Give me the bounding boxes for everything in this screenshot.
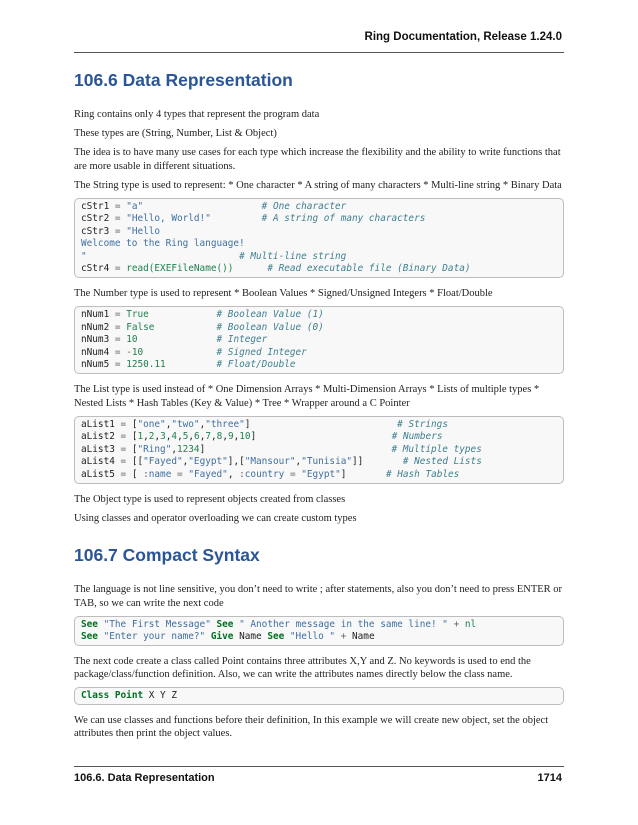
code-token: # Integer — [216, 334, 268, 346]
code-token: name — [148, 468, 172, 480]
code-token — [143, 201, 262, 212]
code-token: , — [233, 431, 240, 443]
code-token: # Hash Tables — [385, 468, 460, 480]
code-token: "Hello " — [289, 631, 336, 643]
footer-section-title: 106.6. Data Representation — [74, 772, 215, 784]
code-token: 8 — [216, 431, 223, 443]
code-token: nNum4 — [81, 346, 115, 358]
section-heading-data-representation: 106.6 Data Representation — [74, 70, 293, 90]
code-token: , — [211, 431, 217, 443]
code-token: , — [143, 431, 149, 443]
code-token — [211, 213, 262, 224]
paragraph: The idea is to have many use cases for each type which increase the flexibility and the ability to write functions that are more usable in different situations. — [74, 147, 561, 172]
code-token: "Fayed" — [188, 468, 228, 480]
code-token: # One character — [261, 200, 347, 212]
code-token: "The First Message" — [103, 618, 211, 630]
code-token: cStr1 — [81, 200, 115, 212]
code-token: ] — [244, 418, 398, 430]
code-token: = — [114, 334, 121, 346]
code-token: nNum1 — [81, 309, 115, 321]
page-number: 1714 — [537, 772, 562, 784]
code-block-compact — [74, 616, 564, 646]
code-token: + — [453, 618, 460, 630]
code-token: ] — [250, 431, 392, 443]
code-line — [81, 359, 557, 372]
section-heading-compact-syntax: 106.7 Compact Syntax — [74, 545, 260, 565]
code-token: "Mansour" — [244, 456, 296, 468]
code-token: # Signed Integer — [216, 346, 307, 358]
code-token: = — [114, 213, 121, 225]
code-token — [87, 251, 239, 262]
code-token — [233, 263, 267, 274]
code-token: = — [120, 443, 127, 455]
code-token: 1 — [137, 431, 144, 443]
code-token: aList4 — [81, 456, 121, 468]
code-token: "a" — [126, 200, 144, 212]
code-token: , — [227, 468, 240, 480]
code-line — [81, 251, 557, 264]
code-token: X Y Z — [143, 690, 177, 702]
code-token: 10 — [131, 346, 144, 358]
code-token: read(EXEFileName()) — [126, 263, 234, 275]
code-token: 5 — [182, 431, 189, 443]
code-token: 9 — [227, 431, 234, 443]
code-token: ] — [199, 443, 392, 455]
code-token: , — [222, 431, 228, 443]
code-token: = — [177, 468, 183, 480]
code-token: "Ring" — [137, 443, 172, 455]
code-token: : — [143, 468, 149, 480]
code-line — [81, 431, 557, 444]
code-token: "Tunisia" — [301, 456, 353, 468]
code-token: # Boolean Value (1) — [216, 309, 324, 321]
code-token: # Multi-line string — [239, 250, 347, 262]
code-token: nNum5 — [81, 359, 115, 371]
page-body — [74, 70, 564, 746]
code-token: nNum2 — [81, 321, 115, 333]
paragraph: The List type is used instead of * One Dimension Arrays * Multi-Dimension Arrays * Lists of multiple types * Nested Lists * Hash Tables (Key & Value) * Tree * Wrapper around a C Pointer — [74, 384, 540, 409]
code-token: 4 — [171, 431, 178, 443]
code-line — [81, 226, 557, 239]
code-token: , — [188, 431, 195, 443]
code-token: , — [199, 418, 206, 430]
paragraph: We can use classes and functions before their definition, In this example we will create new object, set the object attributes then print the object values. — [74, 714, 549, 740]
paragraph: The language is not line sensitive, you don’t need to write ; after statements, also you don’t need to press ENTER or TAB, so we can write the next code — [74, 584, 563, 609]
code-token: = — [114, 321, 121, 333]
code-token: 3 — [160, 431, 166, 443]
code-token: = — [114, 200, 121, 212]
code-token: "Egypt" — [301, 468, 341, 480]
code-token: See — [216, 618, 234, 630]
code-token: # Read executable file (Binary Data) — [267, 263, 471, 275]
code-token: aList5 — [81, 468, 121, 480]
code-token: "one" — [137, 418, 166, 430]
code-token: "three" — [205, 418, 245, 430]
code-token: , — [154, 431, 161, 443]
code-token: = — [289, 468, 296, 480]
code-line — [81, 347, 557, 360]
code-block-class — [74, 687, 564, 705]
paragraph: The next code create a class called Point contains three attributes X,Y and Z. No keywords is used to end the package/class/function definition. Also, we can write the attributes names directly below the class name. — [74, 655, 531, 681]
code-block-lists — [74, 416, 564, 484]
code-line — [81, 263, 557, 276]
code-line — [81, 444, 557, 457]
code-token: Welcome to the Ring language! — [81, 238, 245, 250]
code-token: = — [120, 468, 127, 480]
paragraph: The Object type is used to represent objects created from classes — [74, 493, 346, 505]
code-token — [143, 347, 216, 358]
code-token: # Strings — [397, 418, 448, 430]
code-token: "Egypt" — [188, 456, 228, 468]
code-token: 1250.11 — [126, 359, 166, 371]
code-token: = — [120, 431, 127, 443]
running-header: Ring Documentation, Release 1.24.0 — [364, 31, 562, 43]
code-token: Name — [346, 631, 375, 643]
code-token: , — [199, 431, 206, 443]
code-token: See — [81, 631, 98, 643]
code-token: = — [120, 456, 127, 468]
header-divider — [74, 52, 564, 53]
code-token: 10 — [126, 334, 138, 346]
code-token: nl — [464, 618, 477, 630]
code-token: , — [171, 443, 177, 455]
code-token: # Nested Lists — [402, 456, 482, 468]
code-token: 1234 — [177, 443, 200, 455]
code-token: See — [267, 631, 285, 643]
paragraph: The String type is used to represent: * One character * A string of many characters * Multi-line string * Binary Data — [74, 179, 562, 191]
code-line — [81, 238, 557, 251]
footer-divider — [74, 766, 564, 767]
code-token: 6 — [194, 431, 200, 443]
code-line — [81, 456, 557, 469]
code-token: , — [177, 431, 183, 443]
code-token — [166, 359, 217, 370]
paragraph: Ring contains only 4 types that represent the program data — [74, 109, 320, 120]
code-token: cStr4 — [81, 263, 115, 275]
code-token — [149, 309, 217, 320]
code-token: cStr2 — [81, 213, 115, 225]
paragraph: The Number type is used to represent * Boolean Values * Signed/Unsigned Integers * Float/Double — [74, 288, 493, 300]
code-token: 7 — [205, 431, 211, 443]
code-line — [81, 690, 557, 703]
code-token: Class — [81, 690, 110, 702]
code-line — [81, 419, 557, 432]
code-line — [81, 213, 557, 226]
code-token: [ — [126, 431, 138, 443]
code-token: 2 — [148, 431, 155, 443]
code-block-strings — [74, 198, 564, 279]
code-block-numbers — [74, 306, 564, 374]
code-token: : — [239, 468, 245, 480]
code-token: See — [81, 618, 98, 630]
code-token: , — [182, 456, 189, 468]
paragraph: These types are (String, Number, List & Object) — [74, 128, 277, 139]
code-token: country — [244, 468, 285, 480]
code-token: = — [114, 359, 121, 371]
code-token: Point — [114, 690, 144, 702]
code-token: = — [114, 346, 121, 358]
code-token: nNum3 — [81, 334, 115, 346]
code-token: # A string of many characters — [261, 213, 426, 225]
code-token: True — [126, 309, 149, 321]
code-token: [ — [126, 468, 144, 480]
code-token: Name — [233, 631, 268, 643]
code-token: "Fayed" — [143, 456, 183, 468]
code-token: = — [114, 225, 121, 237]
code-token: " Another message in the same line! " — [239, 618, 448, 630]
code-line — [81, 469, 557, 482]
code-token: Give — [210, 631, 234, 643]
code-token: , — [295, 456, 302, 468]
code-token: - — [126, 346, 132, 358]
code-token: , — [165, 418, 172, 430]
code-token: , — [165, 431, 172, 443]
code-token: = — [114, 263, 121, 275]
code-token: aList1 — [81, 418, 121, 430]
code-token: aList3 — [81, 443, 121, 455]
code-token: False — [126, 321, 155, 333]
code-token: # Float/Double — [216, 359, 296, 371]
code-token: # Multiple types — [391, 443, 482, 455]
code-token: 10 — [239, 431, 251, 443]
code-line — [81, 334, 557, 347]
code-line — [81, 309, 557, 322]
code-token: = — [120, 418, 127, 430]
code-token: # Boolean Value (0) — [216, 321, 324, 333]
code-line — [81, 322, 557, 335]
code-token: = — [114, 309, 121, 321]
code-token: " — [81, 250, 87, 262]
code-line — [81, 201, 557, 214]
code-token: [ — [126, 418, 138, 430]
code-token: + — [340, 631, 347, 643]
code-token: aList2 — [81, 431, 121, 443]
code-token — [137, 334, 216, 345]
code-token: "two" — [171, 418, 200, 430]
code-token: "Enter your name?" — [103, 631, 206, 643]
code-token: [[ — [126, 456, 144, 468]
code-token: [ — [126, 443, 138, 455]
code-line — [81, 619, 557, 632]
code-token: # Numbers — [391, 431, 443, 443]
code-line — [81, 631, 557, 644]
code-token: ] — [340, 468, 386, 480]
paragraph: Using classes and operator overloading we can create custom types — [74, 512, 357, 524]
code-token: ]] — [352, 456, 403, 468]
code-token — [154, 322, 216, 333]
code-token: ],[ — [227, 456, 245, 468]
code-token: cStr3 — [81, 225, 115, 237]
code-token: "Hello — [126, 225, 161, 237]
code-token: "Hello, World!" — [126, 213, 211, 225]
